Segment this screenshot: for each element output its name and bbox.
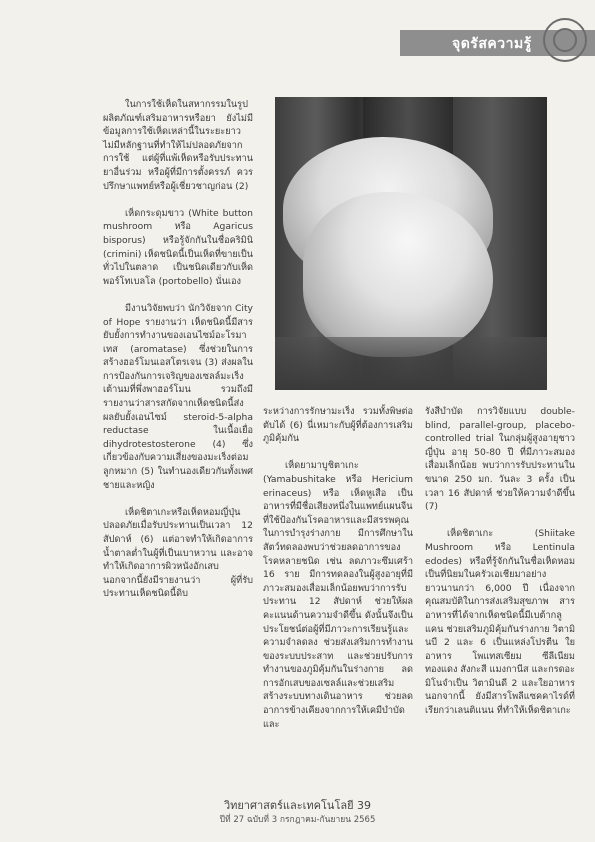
ground-shadow (275, 337, 547, 390)
footer-journal-name: วิทยาศาสตร์และเทคโนโลยี 39 (223, 799, 372, 812)
paragraph: เห็ดกระดุมขาว (White button mushroom หรือ Agaricus bisporus) หรือรู้จักกันในชื่อคริมินิ (crimini) เห็ดชนิดนี้เป็นเห็ดที่ขายเป็นทั่วไปในตลาด เป็นชนิดเดียวกับเห็ดพอร์โทเบลโล (portobello) นั่นเอง (103, 207, 253, 287)
paragraph: เห็ดยามาบูชิตาเกะ (Yamabushitake หรือ Hericium erinaceus) หรือ เห็ดหูเสือ เป็นอาหารที่มีชื่อเสียงหนึ่งในแพทย์แผนจีนที่ใช้ป้องกันโรคอาหารและมีสรรพคุณในการบำรุงร่างกาย มีการศึกษาในสัตว์ทดลองพบว่าช่วยลดอาการของโรคหลายชนิด เช่น ลดภาวะซึมเศร้า 16 ราย มีการทดลองในผู้สูงอายุที่มีภาวะสมองเสื่อมเล็กน้อยพบว่าการรับประทาน 12 สัปดาห์ ช่วยให้ผลคะแนนด้านความจำดีขึ้น ดังนั้นจึงเป็นประโยชน์ต่อผู้ที่มีภาวะการเรียนรู้และความจำลดลง ช่วยส่งเสริมการทำงานของระบบประสาท และช่วยปรับการทำงานของภูมิคุ้มกันในร่างกาย ลดการอักเสบของเซลล์และช่วยเสริมสร้างระบบทางเดินอาหาร ช่วยลดอาการข้างเคียงจากการให้เคมีบำบัดและ (263, 460, 413, 730)
paragraph: รังสีบำบัด การวิจัยแบบ double-blind, parallel-group, placebo-controlled trial ในกลุ่มผู้สูงอายุชาวญี่ปุ่น อายุ 50-80 ปี ที่มีภาวะสมองเสื่อมเล็กน้อย พบว่าการรับประทานในขนาด 250 มก. วันละ 3 ครั้ง เป็นเวลา 16 สัปดาห์ ช่วยให้ความจำดีขึ้น (7) (425, 406, 575, 513)
section-title: จุดรัสความรู้ (452, 36, 532, 52)
paragraph-gap (263, 446, 413, 460)
paragraph-gap (103, 492, 253, 506)
paragraph: เห็ดชิตาเกะหรือเห็ดหอมญี่ปุ่น ปลอดภัยเมื่อรับประทานเป็นเวลา 12 สัปดาห์ (6) แต่อาจทำให้เกิดอาการน้ำตาลต่ำในผู้ที่เป็นเบาหวาน และอาจทำให้เกิดอาการผิวหนังอักเสบ นอกจากนี้ยังมีรายงานว่า ผู้ที่รับประทานเห็ดชนิดนี้ดิบ (103, 506, 253, 600)
paragraph-gap (425, 514, 575, 528)
left-column (103, 98, 253, 601)
right-column (425, 405, 575, 718)
paragraph: เห็ดชิตาเกะ (Shiitake Mushroom หรือ Lentinula edodes) หรือที่รู้จักกันในชื่อเห็ดหอม เป็นที่นิยมในครัวเอเชียมาอย่างยาวนานกว่า 6,000 ปี เนื่องจากคุณสมบัติในการส่งเสริมสุขภาพ สารอาหารที่ได้จากเห็ดชนิดนี้มีเบต้ากลูแคน ช่วยเสริมภูมิคุ้มกันร่างกาย วิตามินบี 2 และ 6 เป็นแหล่งโปรตีน ใยอาหาร โพแทสเซียม ซีลีเนียม ทองแดง สังกะสี แมงกานีส และกรดอะมิโนจำเป็น วิตามินดี 2 และใยอาหาร นอกจากนี้ ยังมีสารโพลีแซคคาไรด์ที่เรียกว่าเลนติแนน ที่ทำให้เห็ดชิตาเกะ (425, 528, 575, 717)
footer-issue: ปีที่ 27 ฉบับที่ 3 กรกฎาคม-กันยายน 2565 (219, 815, 376, 825)
middle-column (263, 405, 413, 731)
paragraph: ในการใช้เห็ดในสหากรรมในรูป ผลิตภัณฑ์เสริมอาหารหรือยา ยังไม่มีข้อมูลการใช้เห็ดเหล่านี้ในระยะยาว ไม่มีหลักฐานที่ทำให้ไม่ปลอดภัยจากการใช้ แต่ผู้ที่แพ้เห็ดหรือรับประทานยาอื่นร่วม หรือผู้ที่มีการตั้งครรภ์ ควรปรึกษาแพทย์หรือผู้เชี่ยวชาญก่อน (2) (103, 99, 253, 192)
lions-mane-mushroom-photo (275, 97, 547, 390)
paragraph-gap (103, 288, 253, 302)
paragraph: มีงานวิจัยพบว่า นักวิจัยจาก City of Hope รายงานว่า เห็ดชนิดนี้มีสารยับยั้งการทำงานของเอนไซม์อะโรมาเทส (aromatase) ซึ่งช่วยในการสร้างฮอร์โมนเอสโตรเจน (3) ส่งผลในการป้องกันการเจริญของเซลล์มะเร็งเต้านมที่พึ่งพาฮอร์โมน รวมถึงมีรายงานว่าสารสกัดจากเห็ดชนิดนี้ส่งผลยับยั้งเอนไซม์ steroid-5-alpha reductase ในเนื้อเยื่อ dihydrotestosterone (4) ซึ่งเกี่ยวข้องกับความเสี่ยงของมะเร็งต่อมลูกหมาก (5) ในทำนองเดียวกันทั้งเพศชายและหญิง (103, 302, 253, 491)
paragraph-gap (103, 193, 253, 207)
header-circle-inner-ornament (553, 28, 577, 52)
paragraph: ระหว่างการรักษามะเร็ง รวมทั้งพิษต่อตับได้ (6) นี่เหมาะกับผู้ที่ต้องการเสริมภูมิคุ้มกัน (263, 406, 413, 445)
